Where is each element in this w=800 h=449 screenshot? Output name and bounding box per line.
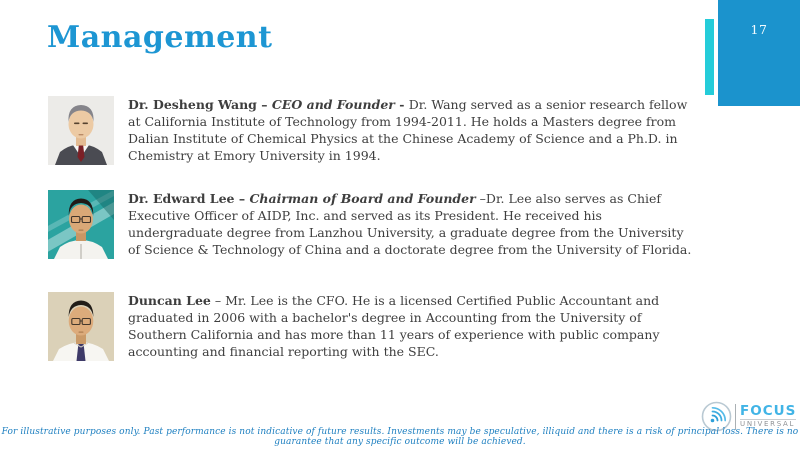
bio-separator: – [210, 293, 226, 308]
bio-name: Dr. Edward Lee – [128, 191, 250, 206]
bio-text: Dr. Lee also serves as Chief Executive Officer of AIDP, Inc. and served as its President. He received his undergraduate degree from Lanzhou University, a graduate degree from the University of Science & Technology of China and a doctorate degree from the University of Florida. [128, 191, 692, 257]
bio-name: Duncan Lee [128, 293, 211, 308]
bio-paragraph [128, 190, 696, 259]
bio-row-duncan-lee [48, 292, 696, 361]
page-number-box [718, 0, 800, 106]
logo-secondary-text: UNIVERSAL [740, 420, 796, 429]
bio-name: Dr. Desheng Wang – [128, 97, 272, 112]
bio-paragraph [128, 96, 696, 165]
bio-row-edward-lee [48, 190, 696, 259]
bio-role: CEO and Founder [271, 97, 395, 112]
headshot-photo-duncan-lee [48, 292, 114, 361]
bio-text: Mr. Lee is the CFO. He is a licensed Certified Public Accountant and graduated in 2006 with a bachelor's degree in Accounting from the University of Southern California and has more than 11 years of experience with public company accounting and financial reporting with the SEC. [128, 293, 660, 359]
headshot-photo-desheng-wang [48, 96, 114, 165]
logo-primary-text: FOCUS [740, 402, 797, 419]
page-title: Management [47, 20, 273, 55]
logo-text [740, 402, 797, 429]
bio-separator: – [475, 191, 486, 206]
headshot-photo-edward-lee [48, 190, 114, 259]
logo-divider [735, 404, 736, 430]
bio-separator: - [394, 97, 409, 112]
bio-text: Dr. Wang served as a senior research fellow at California Institute of Technology from 1994-2011. He holds a Masters degree from Dalian Institute of Chemical Physics at the Chinese Academy of Science and a Ph.D. in Chemistry at Emory University in 1994. [128, 97, 688, 163]
footer-disclaimer: For illustrative purposes only. Past performance is not indicative of future results. Investments may be speculative, illiquid and there is a risk of principal loss. There is no guarantee that any specific outcome will be achieved. [1, 427, 799, 447]
page-number: 17 [750, 22, 768, 37]
bio-role: Chairman of Board and Founder [249, 191, 476, 206]
bio-paragraph [128, 292, 696, 361]
teal-accent-bar [705, 19, 714, 95]
bio-row-desheng-wang [48, 96, 696, 165]
